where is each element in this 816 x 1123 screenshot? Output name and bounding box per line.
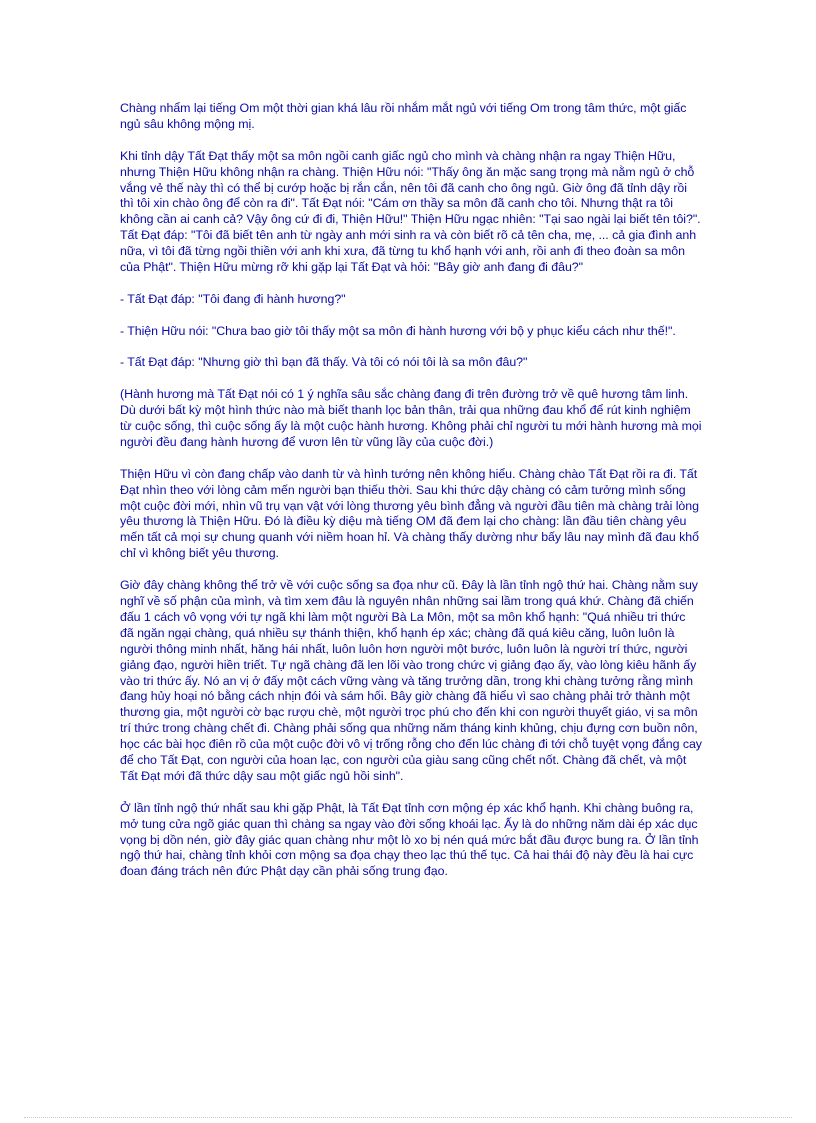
paragraph-pilgrimage-meaning: (Hành hương mà Tất Đạt nói có 1 ý nghĩa sâu sắc chàng đang đi trên đường trở về quê hương tâm linh. Dù dưới bất kỳ một hình thức nào mà biết thanh lọc bản thân, trải qua những đau khổ để rút kinh nghiệm từ cuộc sống, thì cuộc sống ấy là một cuộc hành hương. Không phải chỉ người tu mới hành hương mà mọi người đều đang hành hương để vươn lên từ vũng lầy của cuộc đời.) bbox=[120, 387, 702, 449]
dialogue-line-pilgrimage: - Tất Đạt đáp: "Tôi đang đi hành hương?" bbox=[120, 291, 346, 306]
paragraph-meeting-thien-huu: Khi tỉnh dậy Tất Đạt thấy một sa môn ngồi canh giấc ngủ cho mình và chàng nhận ra ngay Thiện Hữu, nhưng Thiện Hữu không nhận ra chàng. Thiện Hữu nói: "Thấy ông ăn mặc sang trọng mà nằm ngủ ở chỗ vắng vẻ thế này thì có thể bị cướp hoặc bị rắn cắn, nên tôi đã canh cho ông ngủ. Giờ ông đã tỉnh dậy rồi thì tôi xin chào ông để còn ra đi". Tất Đạt nói: "Cám ơn thầy sa môn đã canh cho tôi. Nhưng thật ra tôi không cần ai canh cả? Vậy ông cứ đi đi, Thiện Hữu!" Thiện Hữu ngạc nhiên: "Tại sao ngài lại biết tên tôi?". Tất Đạt đáp: "Tôi đã biết tên anh từ ngày anh mới sinh ra và còn biết rõ cả tên cha, mẹ, ... cả gia đình anh nữa, vì tôi đã từng ngồi thiền với anh khi xưa, đã từng tu khổ hạnh với anh, rồi anh đi theo đoàn sa môn của Phật". Thiện Hữu mừng rỡ khi gặp lại Tất Đạt và hỏi: "Bây giờ anh đang đi đâu?" bbox=[120, 148, 701, 275]
dialogue-line-never-seen: - Thiện Hữu nói: "Chưa bao giờ tôi thấy một sa môn đi hành hương với bộ y phục kiểu cách như thế!". bbox=[120, 323, 676, 338]
paragraph-new-life: Thiện Hữu vì còn đang chấp vào danh từ và hình tướng nên không hiểu. Chàng chào Tất Đạt rồi ra đi. Tất Đạt nhìn theo với lòng cảm mến người bạn thiếu thời. Sau khi thức dậy chàng có cảm tưởng mình sống một cuộc đời mới, nhìn vũ trụ vạn vật với lòng thương yêu bình đẳng và người đầu tiên mà chàng trải lòng yêu thương là Thiện Hữu. Đó là điều kỳ diệu mà tiếng OM đã đem lại cho chàng: lần đầu tiên chàng yêu mến tất cả mọi sự chung quanh với niềm hoan hỉ. Và chàng thấy dường như bấy lâu nay mình đã đau khổ chỉ vì không biết yêu thương. bbox=[120, 466, 699, 561]
page-bottom-divider bbox=[24, 1117, 792, 1118]
paragraph-second-awakening: Giờ đây chàng không thể trở về với cuộc sống sa đọa như cũ. Đây là lần tỉnh ngộ thứ hai. Chàng nằm suy nghĩ về số phận của mình, và tìm xem đâu là nguyên nhân những sai lầm trong quá khứ. Chàng đã chiến đấu 1 cách vô vọng với tự ngã khi làm một người Bà La Môn, một sa môn khổ hạnh: "Quá nhiều tri thức đã ngăn ngại chàng, quá nhiều sự thánh thiện, khổ hạnh ép xác; chàng đã quá kiêu căng, luôn luôn là người thông minh nhất, hăng hái nhất, luôn luôn hơn người một bước, luôn luôn là người trí thức, người giảng đạo, người hiền triết. Tự ngã chàng đã len lõi vào trong chức vị giảng đạo ấy, vào lòng kiêu hãnh ấy vào tri thức ấy. Nó an vị ở đấy một cách vững vàng và tăng trưởng dần, trong khi chàng tưởng rằng mình đang hủy hoại nó bằng cách nhịn đói và sám hối. Bây giờ chàng đã hiểu vì sao chàng phải trở thành một thương gia, một người cờ bạc rượu chè, một người trọc phú cho đến khi con người thuyết giáo, vị sa môn trí thức trong chàng chết đi. Chàng phải sống qua những năm tháng kinh khủng, chịu đựng cơn buồn nôn, học các bài học điên rồ của một cuộc đời vô vị trống rỗng cho đến lúc chàng đi tới chỗ tuyệt vọng đắng cay để cho Tất Đạt, con người của hoan lạc, con người của giàu sang cũng chết nốt. Chàng đã chết, và một Tất Đạt mới đã thức dậy sau một giấc ngủ hồi sinh". bbox=[120, 578, 702, 783]
dialogue-line-not-a-monk: - Tất Đạt đáp: "Nhưng giờ thì bạn đã thấy. Và tôi có nói tôi là sa môn đâu?" bbox=[120, 355, 528, 370]
document-body bbox=[120, 101, 702, 896]
paragraph-middle-way: Ở lần tỉnh ngộ thứ nhất sau khi gặp Phật, là Tất Đạt tỉnh cơn mộng ép xác khổ hạnh. Khi chàng buông ra, mở tung cửa ngõ giác quan thì chàng sa ngay vào đời sống khoái lạc. Ấy là do những năm dài ép xác dục vọng bị dồn nén, giờ đây giác quan chàng như một lò xo bị nén quá mức bắt đầu được bung ra. Ở lần tỉnh ngộ thứ hai, chàng tỉnh khỏi cơn mộng sa đọa chạy theo lạc thú thế tục. Cả hai thái độ này đều là hai cực đoan đáng trách nên đức Phật dạy cần phải sống trung đạo. bbox=[120, 800, 699, 879]
paragraph-om-sleep: Chàng nhẩm lại tiếng Om một thời gian khá lâu rồi nhắm mắt ngủ với tiếng Om trong tâm thức, một giấc ngủ sâu không mộng mị. bbox=[120, 101, 687, 131]
